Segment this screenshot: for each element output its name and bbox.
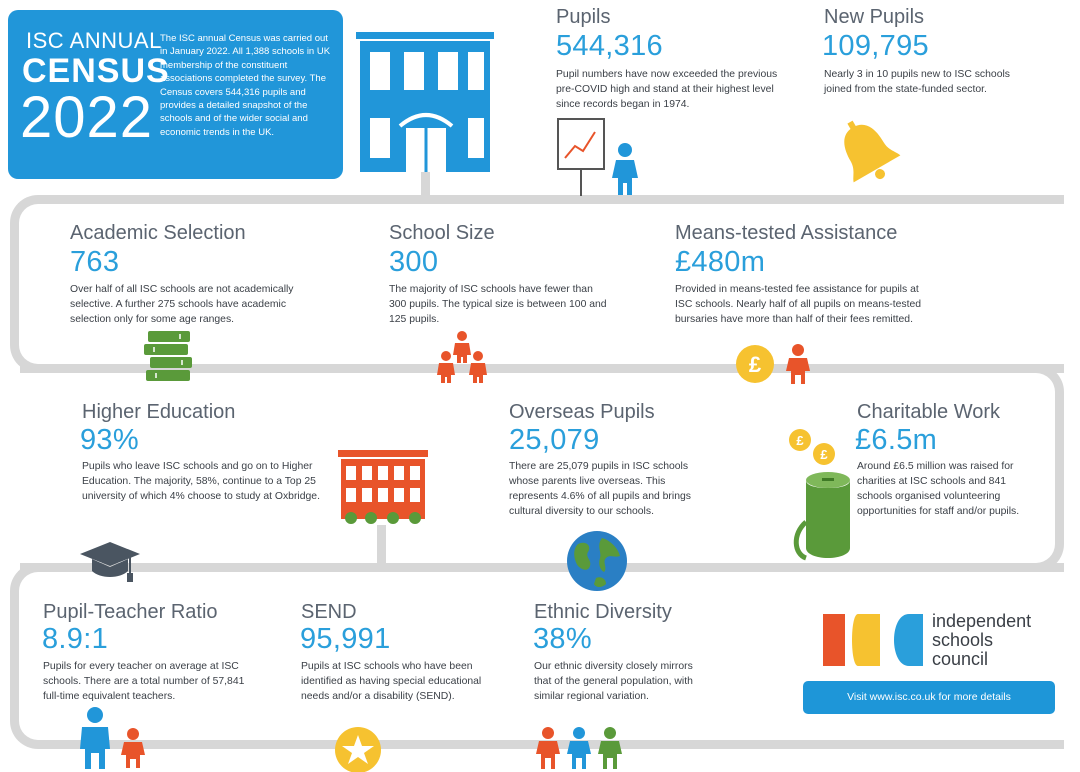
send-value: 95,991 <box>300 623 391 655</box>
path-connector <box>421 168 430 198</box>
bell-icon <box>836 115 902 191</box>
new-pupils-desc: Nearly 3 in 10 pupils new to ISC schools joined from the state-funded sector. <box>824 69 1010 95</box>
ratio-title: Pupil-Teacher Ratio <box>43 601 218 623</box>
means-tested-desc: Provided in means-tested fee assistance for pupils at ISC schools. Nearly half of all pupils on means-tested bursaries have more than half of their fees remitted. <box>675 284 922 325</box>
banner-line-3: 2022 <box>20 85 154 150</box>
academic-desc: Over half of all ISC schools are not academically selective. A further 275 schools have academic selection only for some age ranges. <box>70 284 294 325</box>
new-pupils-title: New Pupils <box>824 6 925 28</box>
group-people-icon <box>436 331 488 383</box>
red-school-icon <box>338 450 428 530</box>
teacher-icon <box>78 707 112 769</box>
pupils-value: 544,316 <box>556 30 663 62</box>
svg-text:£: £ <box>748 352 762 377</box>
logo-line-3: council <box>932 649 989 669</box>
overseas-title: Overseas Pupils <box>509 401 655 423</box>
means-tested-title: Means-tested Assistance <box>675 222 898 244</box>
charitable-title: Charitable Work <box>857 401 1001 423</box>
globe-icon <box>566 530 628 592</box>
coins-icon <box>788 428 838 468</box>
ethnic-desc: Our ethnic diversity closely mirrors that of the general population, with similar regional variation. <box>534 661 693 702</box>
charitable-desc: Around £6.5 million was raised for charities at ISC schools and 841 schools organised volunteering opportunities for staff and/or pupils. <box>857 461 1020 517</box>
new-pupils-value: 109,795 <box>822 30 929 62</box>
census-banner <box>8 10 343 179</box>
graduation-cap-icon <box>78 540 142 584</box>
logo-line-1: independent <box>932 611 1032 631</box>
ethnic-value: 38% <box>533 623 592 655</box>
higher-ed-value: 93% <box>80 424 139 456</box>
pupils-title: Pupils <box>556 6 611 28</box>
ratio-desc: Pupils for every teacher on average at ISC schools. There are a total number of 57,841 full-time equivalent teachers. <box>43 661 245 702</box>
visit-website-button[interactable]: Visit www.isc.co.uk for more details <box>803 681 1055 714</box>
overseas-value: 25,079 <box>509 424 600 456</box>
ratio-value: 8.9:1 <box>42 623 108 655</box>
banner-description: The ISC annual Census was carried out in January 2022. All 1,388 schools in UK membership of the constituent associations completed the survey. The Census covers 544,316 pupils and provides a detailed snapshot of the schools and of the wider social and economic trends in the UK. <box>160 33 331 138</box>
path-connector <box>377 525 386 565</box>
growth-chart-icon <box>557 118 607 196</box>
diverse-people-icon <box>535 727 625 769</box>
academic-value: 763 <box>70 246 120 278</box>
isc-logo-text <box>932 612 1031 669</box>
higher-ed-title: Higher Education <box>82 401 236 423</box>
academic-title: Academic Selection <box>70 222 246 244</box>
school-size-value: 300 <box>389 246 439 278</box>
charitable-value: £6.5m <box>855 424 938 456</box>
banner-line-1: ISC ANNUAL <box>26 28 162 53</box>
banner-line-2: CENSUS <box>22 52 170 90</box>
higher-ed-desc: Pupils who leave ISC schools and go on to Higher Education. The majority, 58%, continue to a Top 25 university of which 4% choose to study at Oxbridge. <box>82 461 320 502</box>
school-size-desc: The majority of ISC schools have fewer than 300 pupils. The typical size is between 100 and 125 pupils. <box>389 284 607 325</box>
pound-coin-icon <box>735 344 775 384</box>
means-tested-value: £480m <box>675 246 766 278</box>
child-person-icon <box>120 728 146 768</box>
books-icon <box>144 329 194 383</box>
send-title: SEND <box>301 601 357 623</box>
overseas-desc: There are 25,079 pupils in ISC schools whose parents live overseas. This represents 4.6% of all pupils and brings cultural diversity to our schools. <box>509 461 691 517</box>
child-person-icon <box>611 143 639 195</box>
star-icon <box>334 726 382 772</box>
isc-logo <box>823 612 927 666</box>
school-building-icon <box>356 32 496 172</box>
svg-text:£: £ <box>820 447 828 462</box>
pupils-desc: Pupil numbers have now exceeded the previous pre-COVID high and stand at their highest level since records began in 1974. <box>556 69 778 110</box>
ethnic-title: Ethnic Diversity <box>534 601 672 623</box>
school-size-title: School Size <box>389 222 495 244</box>
collection-tin-icon <box>790 470 856 566</box>
svg-text:£: £ <box>796 433 804 448</box>
logo-line-2: schools <box>932 630 994 650</box>
child-person-icon <box>785 344 811 384</box>
send-desc: Pupils at ISC schools who have been identified as having special educational needs and/or a disability (SEND). <box>301 661 482 702</box>
